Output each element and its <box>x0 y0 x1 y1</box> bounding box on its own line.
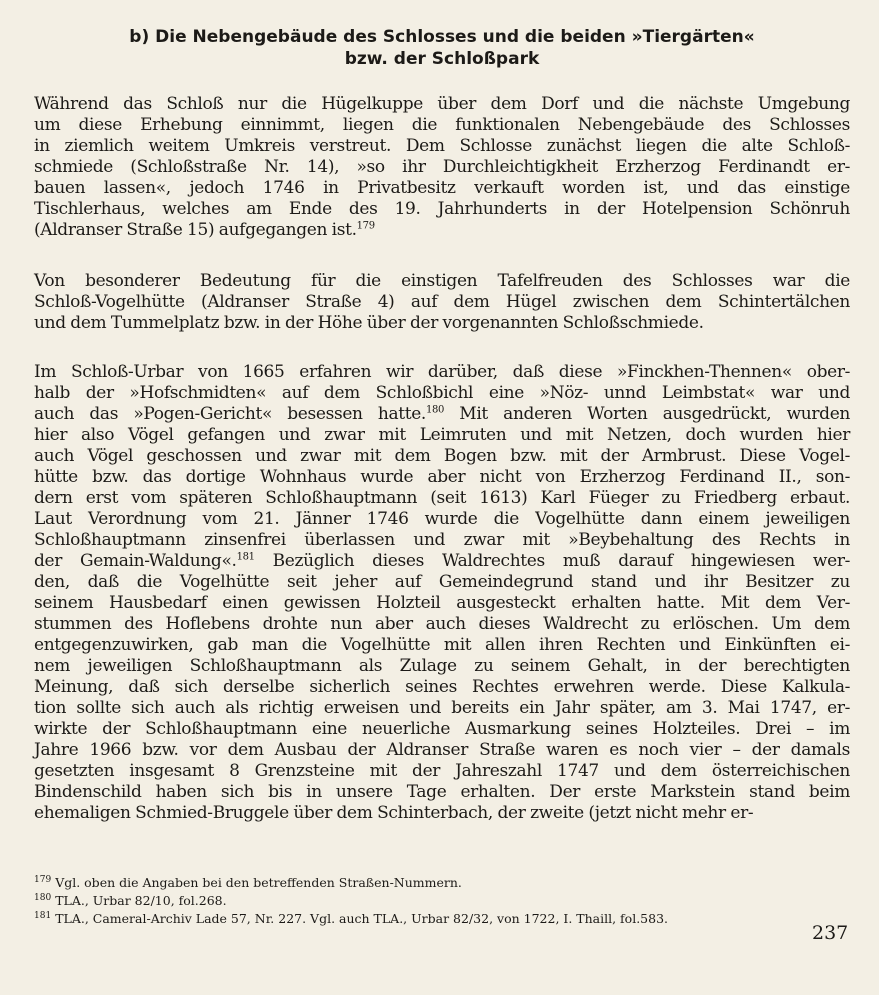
line-text: Im Schloß-Urbar von 1665 erfahren wir darüber, daß diese »Finckhen-Thennen« ober- <box>34 362 850 382</box>
footnotes <box>34 874 850 928</box>
text-line <box>34 614 850 635</box>
line-text: auch das »Pogen-Gericht« besessen hatte. <box>34 404 426 424</box>
line-text: in ziemlich weitem Umkreis verstreut. Dem Schlosse zunächst liegen die alte Schloß- <box>34 136 850 156</box>
line-text: Bindenschild haben sich bis in unsere Tage erhalten. Der erste Markstein stand beim <box>34 782 850 802</box>
text-line <box>34 136 850 157</box>
text-line <box>34 383 850 404</box>
line-text: Schloß-Vogelhütte (Aldranser Straße 4) auf dem Hügel zwischen dem Schintertälchen <box>34 292 850 312</box>
line-text: um diese Erhebung einnimmt, liegen die funktionalen Nebengebäude des Schlosses <box>34 115 850 135</box>
text-line <box>34 551 850 572</box>
line-text: entgegenzuwirken, gab man die Vogelhütte mit allen ihren Rechten und Einkünften ei- <box>34 635 850 655</box>
line-text: schmiede (Schloßstraße Nr. 14), »so ihr Durchleichtigkheit Erzherzog Ferdinandt er- <box>34 157 850 177</box>
line-text: wirkte der Schloßhauptmann eine neuerliche Ausmarkung seines Holzteiles. Drei – im <box>34 719 850 739</box>
footnote-reference: 181 <box>236 551 255 563</box>
line-text: gesetzten insgesamt 8 Grenzsteine mit der Jahreszahl 1747 und dem österreichischen <box>34 761 850 781</box>
line-text-continued: Mit anderen Worten ausgedrückt, wurden <box>444 404 850 424</box>
footnote-reference: 179 <box>356 220 375 232</box>
text-line <box>34 782 850 803</box>
line-text: den, daß die Vogelhütte seit jeher auf Gemeindegrund stand und ihr Besitzer zu <box>34 572 850 592</box>
text-line <box>34 220 850 241</box>
text-line <box>34 178 850 199</box>
footnote-number: 180 <box>34 892 52 903</box>
footnote <box>34 910 850 928</box>
line-text: Jahre 1966 bzw. vor dem Ausbau der Aldranser Straße waren es noch vier – der damals <box>34 740 850 760</box>
paragraph-2 <box>34 271 850 334</box>
footnote-number: 179 <box>34 874 52 885</box>
line-text: auch Vögel geschossen und zwar mit dem Bogen bzw. mit der Armbrust. Diese Vogel- <box>34 446 850 466</box>
page-number: 237 <box>812 922 849 944</box>
text-line <box>34 803 850 824</box>
text-line <box>34 467 850 488</box>
line-text: Laut Verordnung vom 21. Jänner 1746 wurde die Vogelhütte dann einem jeweiligen <box>34 509 850 529</box>
line-text: der Gemain-Waldung«. <box>34 551 237 571</box>
paragraph-3 <box>34 362 850 824</box>
text-line <box>34 719 850 740</box>
text-line <box>34 313 850 334</box>
text-line <box>34 488 850 509</box>
text-line <box>34 115 850 136</box>
footnote <box>34 874 850 892</box>
text-line <box>34 635 850 656</box>
paragraph-1 <box>34 94 850 241</box>
footnote-reference: 180 <box>426 404 445 416</box>
text-line <box>34 593 850 614</box>
line-text: Während das Schloß nur die Hügelkuppe über dem Dorf und die nächste Umgebung <box>34 94 850 114</box>
line-text-continued: Bezüglich dieses Waldrechtes muß darauf hingewiesen wer- <box>254 551 850 571</box>
line-text: tion sollte sich auch als richtig erweisen und bereits ein Jahr später, am 3. Mai 1747, er- <box>34 698 850 718</box>
text-line <box>34 509 850 530</box>
line-text: nem jeweiligen Schloßhauptmann als Zulage zu seinem Gehalt, in der berechtigten <box>34 656 850 676</box>
line-text: hütte bzw. das dortige Wohnhaus wurde aber nicht von Erzherzog Ferdinand II., son- <box>34 467 850 487</box>
line-text: und dem Tummelplatz bzw. in der Höhe über der vorgenannten Schloßschmiede. <box>34 313 704 333</box>
text-line <box>34 761 850 782</box>
text-line <box>34 199 850 220</box>
line-text: seinem Hausbedarf einen gewissen Holzteil ausgesteckt erhalten hatte. Mit dem Ver- <box>34 593 850 613</box>
footnote-text: TLA., Urbar 82/10, fol.268. <box>55 893 227 908</box>
line-text: bauen lassen«, jedoch 1746 in Privatbesitz verkauft worden ist, und das einstige <box>34 178 850 198</box>
text-line <box>34 740 850 761</box>
line-text: Schloßhauptmann zinsenfrei überlassen und zwar mit »Beybehaltung des Rechts in <box>34 530 850 550</box>
text-line <box>34 656 850 677</box>
line-text: Von besonderer Bedeutung für die einstigen Tafelfreuden des Schlosses war die <box>34 271 850 291</box>
line-text: hier also Vögel gefangen und zwar mit Leimruten und mit Netzen, doch wurden hier <box>34 425 850 445</box>
text-line <box>34 404 850 425</box>
line-text: stummen des Hoflebens drohte nun aber auch dieses Waldrecht zu erlöschen. Um dem <box>34 614 850 634</box>
text-line <box>34 157 850 178</box>
footnote-number: 181 <box>34 910 52 921</box>
text-line <box>34 362 850 383</box>
text-line <box>34 446 850 467</box>
text-line <box>34 94 850 115</box>
line-text: ehemaligen Schmied-Bruggele über dem Schinterbach, der zweite (jetzt nicht mehr er- <box>34 803 754 823</box>
text-line <box>34 425 850 446</box>
text-line <box>34 698 850 719</box>
book-page <box>34 26 850 926</box>
footnote <box>34 892 850 910</box>
text-line <box>34 271 850 292</box>
text-line <box>34 292 850 313</box>
footnote-text: TLA., Cameral-Archiv Lade 57, Nr. 227. Vgl. auch TLA., Urbar 82/32, von 1722, I. Thaill, fol.583. <box>55 911 669 926</box>
line-text: dern erst vom späteren Schloßhauptmann (seit 1613) Karl Füeger zu Friedberg erbaut. <box>34 488 850 508</box>
section-heading-line-2: bzw. der Schloßpark <box>344 49 540 69</box>
text-line <box>34 677 850 698</box>
line-text: (Aldranser Straße 15) aufgegangen ist. <box>34 220 357 240</box>
text-line <box>34 530 850 551</box>
section-heading-line-1: b) Die Nebengebäude des Schlosses und die beiden »Tiergärten« <box>129 27 755 47</box>
footnote-text: Vgl. oben die Angaben bei den betreffenden Straßen-Nummern. <box>55 875 462 890</box>
section-heading <box>34 26 850 70</box>
line-text: halb der »Hofschmidten« auf dem Schloßbichl eine »Nöz- unnd Leimbstat« war und <box>34 383 850 403</box>
text-line <box>34 572 850 593</box>
line-text: Tischlerhaus, welches am Ende des 19. Jahrhunderts in der Hotelpension Schönruh <box>34 199 850 219</box>
line-text: Meinung, daß sich derselbe sicherlich seines Rechtes erwehren werde. Diese Kalkula- <box>34 677 850 697</box>
